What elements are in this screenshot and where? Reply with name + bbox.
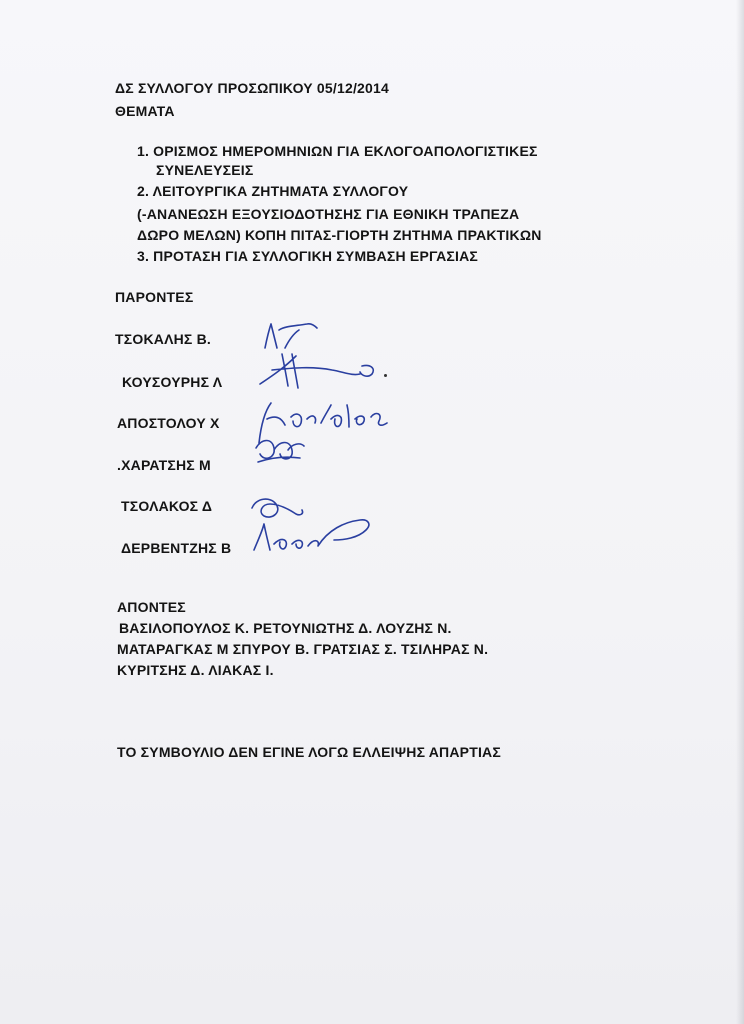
meeting-conclusion: ΤΟ ΣΥΜΒΟΥΛΙΟ ΔΕΝ ΕΓΙΝΕ ΛΟΓΩ ΕΛΛΕΙΨΗΣ ΑΠΑΡΤΙΑΣ xyxy=(117,744,501,760)
signature-charatsis xyxy=(244,428,324,476)
present-member: ΔΕΡΒΕΝΤΖΗΣ Β xyxy=(121,540,232,556)
absent-members-line-1: ΒΑΣΙΛΟΠΟΥΛΟΣ Κ. ΡΕΤΟΥΝΙΩΤΗΣ Δ. ΛΟΥΖΗΣ Ν. xyxy=(119,620,452,636)
signature-kousouris xyxy=(252,346,392,396)
agenda-item-1-continued: ΣΥΝΕΛΕΥΣΕΙΣ xyxy=(156,162,254,178)
agenda-item-1: 1. ΟΡΙΣΜΟΣ ΗΜΕΡΟΜΗΝΙΩΝ ΓΙΑ ΕΚΛΟΓΟΑΠΟΛΟΓΙΣΤΙΚΕΣ xyxy=(137,143,538,159)
topics-heading: ΘΕΜΑΤΑ xyxy=(115,103,175,119)
agenda-item-2-detail-1: (-ΑΝΑΝΕΩΣΗ ΕΞΟΥΣΙΟΔΟΤΗΣΗΣ ΓΙΑ ΕΘΝΙΚΗ ΤΡΑΠΕΖΑ xyxy=(137,206,520,222)
agenda-item-2: 2. ΛΕΙΤΟΥΡΓΙΚΑ ΖΗΤΗΜΑΤΑ ΣΥΛΛΟΓΟΥ xyxy=(137,183,409,199)
present-member: ΤΣΟΚΑΛΗΣ Β. xyxy=(115,331,212,347)
absent-members-line-3: ΚΥΡΙΤΣΗΣ Δ. ΛΙΑΚΑΣ Ι. xyxy=(117,662,274,678)
present-member: ΚΟΥΣΟΥΡΗΣ Λ xyxy=(122,374,223,390)
present-member: .ΧΑΡΑΤΣΗΣ Μ xyxy=(117,457,211,473)
absent-heading: ΑΠΟΝΤΕΣ xyxy=(117,599,186,615)
signature-dot xyxy=(384,374,387,377)
present-member: ΤΣΟΛΑΚΟΣ Δ xyxy=(121,498,213,514)
absent-members-line-2: ΜΑΤΑΡΑΓΚΑΣ Μ ΣΠΥΡΟΥ Β. ΓΡΑΤΣΙΑΣ Σ. ΤΣΙΛΗΡΑΣ Ν. xyxy=(117,641,489,657)
page-edge-shadow xyxy=(736,0,744,1024)
document-title: ΔΣ ΣΥΛΛΟΓΟΥ ΠΡΟΣΩΠΙΚΟΥ 05/12/2014 xyxy=(115,80,389,96)
present-heading: ΠΑΡΟΝΤΕΣ xyxy=(115,289,194,305)
agenda-item-3: 3. ΠΡΟΤΑΣΗ ΓΙΑ ΣΥΛΛΟΓΙΚΗ ΣΥΜΒΑΣΗ ΕΡΓΑΣΙΑΣ xyxy=(137,248,479,264)
signature-derventzis xyxy=(248,510,378,560)
agenda-item-2-detail-2: ΔΩΡΟ ΜΕΛΩΝ) ΚΟΠΗ ΠΙΤΑΣ-ΓΙΟΡΤΗ ΖΗΤΗΜΑ ΠΡΑΚΤΙΚΩΝ xyxy=(137,227,542,243)
present-member: ΑΠΟΣΤΟΛΟΥ Χ xyxy=(117,415,220,431)
